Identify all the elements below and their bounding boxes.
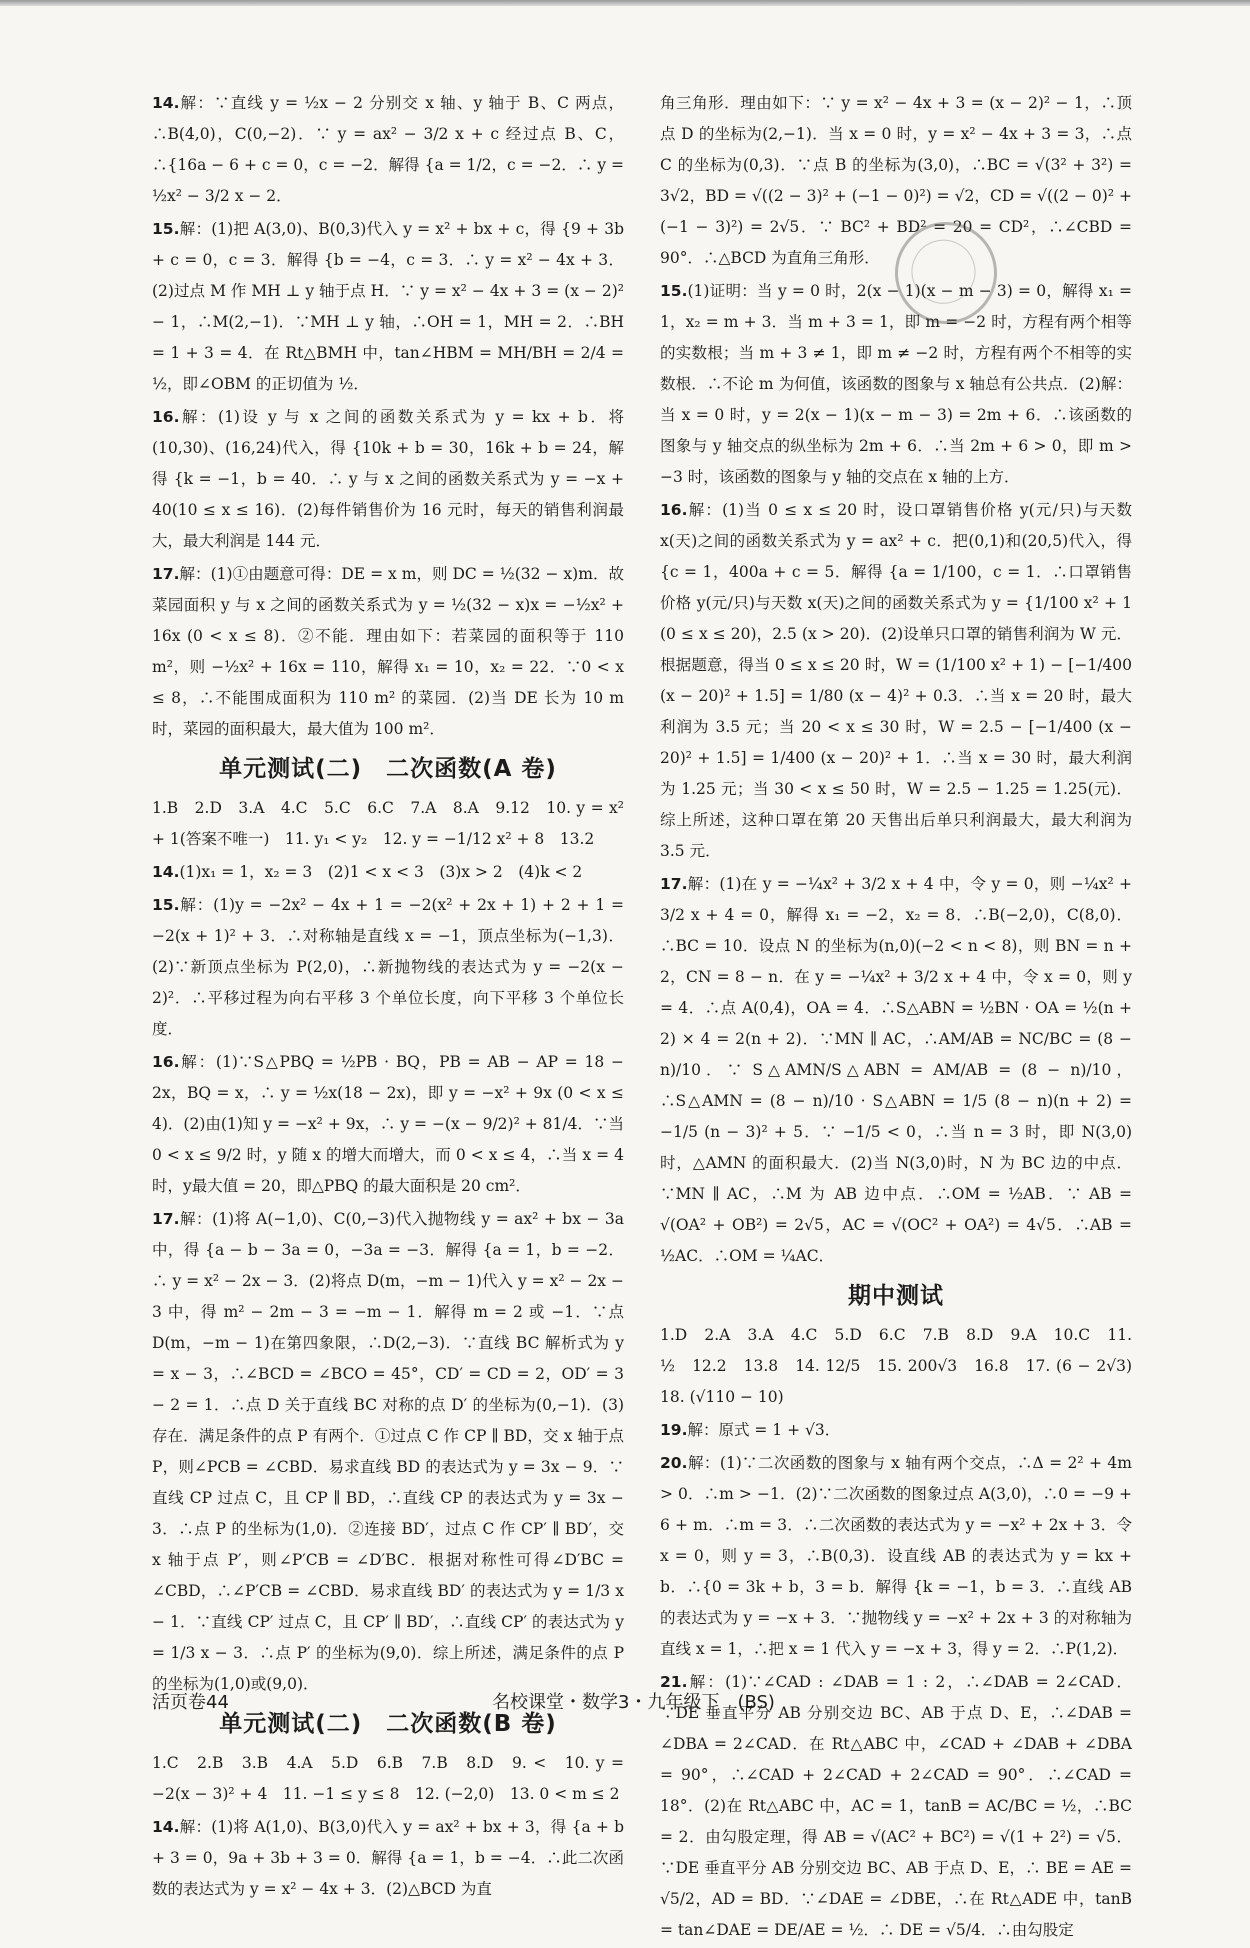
solution-item [660, 1448, 1132, 1665]
item-text: 解：(1)∵S△PBQ = ½PB · BQ，PB = AB − AP = 18 − 2x，BQ = x，∴ y = ½x(18 − 2x)，即 y = −x² + 9x (0 < x ≤ 4)．(2)由(1)知 y = −x² + 9x，∴ y = −(x − 9/2)² + 81/4．∵当 0 < x ≤ 9/2 时，y 随 x 的增大而增大，而 0 < x ≤ 4，∴当 x = 4 时，y最大值 = 20，即△PBQ 的最大面积是 20 cm²． [152, 1053, 624, 1195]
item-number: 17. [152, 1210, 180, 1228]
solution-item [660, 495, 1132, 867]
solution-item [152, 1812, 624, 1905]
section-title-unit2-b: 单元测试(二) 二次函数(B 卷) [219, 1711, 557, 1737]
item-number: 17. [660, 875, 688, 893]
solution-item [152, 402, 624, 557]
item-text: 解：(1)将 A(1,0)、B(3,0)代入 y = ax² + bx + 3，得 {a + b + 3 = 0，9a + 3b + 3 = 0．解得 {a = 1，b = −4．∴此二次函数的表达式为 y = x² − 4x + 3．(2)△BCD 为直 [152, 1818, 624, 1898]
item-number: 16. [152, 1053, 180, 1071]
item-text: 解：(1)y = −2x² − 4x + 1 = −2(x² + 2x + 1) + 2 + 1 = −2(x + 1)² + 3．∴对称轴是直线 x = −1，顶点坐标为(−1,3)．(2)∵新顶点坐标为 P(2,0)，∴新抛物线的表达式为 y = −2(x − 2)²．∴平移过程为向右平移 3 个单位长度，向下平移 3 个单位长度． [152, 896, 624, 1038]
solution-item [152, 890, 624, 1045]
right-items-b [660, 1415, 1132, 1946]
section-title-unit2-a: 单元测试(二) 二次函数(A 卷) [219, 756, 557, 782]
solution-item [152, 88, 624, 212]
book-title-label: 名校课堂・数学3・九年级下 (BS) [492, 1692, 775, 1713]
item-text: 解：(1)把 A(3,0)、B(0,3)代入 y = x² + bx + c，得 {9 + 3b + c = 0，c = 3．解得 {b = −4，c = 3．∴ y = x² − 4x + 3．(2)过点 M 作 MH ⊥ y 轴于点 H．∵ y = x² − 4x + 3 = (x − 2)² − 1，∴M(2,−1)．∵MH ⊥ y 轴，∴OH = 1，MH = 2．∴BH = 1 + 3 = 4．在 Rt△BMH 中，tan∠HBM = MH/BH = 2/4 = ½，即∠OBM 的正切值为 ½． [152, 220, 624, 393]
solution-item [152, 214, 624, 400]
item-text: 解：(1)∵二次函数的图象与 x 轴有两个交点，∴Δ = 2² + 4m > 0．∴m > −1．(2)∵二次函数的图象过点 A(3,0)，∴0 = −9 + 6 + m．∴m = 3．∴二次函数的表达式为 y = −x² + 2x + 3．令 x = 0，则 y = 3，∴B(0,3)．设直线 AB 的表达式为 y = kx + b．∴{0 = 3k + b，3 = b．解得 {k = −1，b = 3．∴直线 AB 的表达式为 y = −x + 3．∵抛物线 y = −x² + 2x + 3 的对称轴为直线 x = 1，∴把 x = 1 代入 y = −x + 3，得 y = 2．∴P(1,2)． [660, 1454, 1132, 1658]
left-items-c [152, 1812, 624, 1905]
left-column [152, 88, 624, 1907]
item-number: 15. [152, 896, 180, 914]
item-number: 15. [152, 220, 180, 238]
left-items-a [152, 88, 624, 745]
item-text: 解：(1)∵∠CAD : ∠DAB = 1 : 2，∴∠DAB = 2∠CAD．∵DE 垂直平分 AB 分别交边 BC、AB 于点 D、E，∴∠DAB = ∠DBA = 2∠CAD．在 Rt△ABC 中，∠CAD + ∠DAB + ∠DBA = 90°，∴∠CAD + 2∠CAD + 2∠CAD = 90°．∴∠CAD = 18°．(2)在 Rt△ABC 中，AC = 1，tanB = AC/BC = ½，∴BC = 2．由勾股定理，得 AB = √(AC² + BC²) = √(1 + 2²) = √5．∵DE 垂直平分 AB 分别交边 BC、AB 于点 D、E，∴ BE = AE = √5/2，AD = BD．∵∠DAE = ∠DBE，∴在 Rt△ADE 中，tanB = tan∠DAE = DE/AE = ½．∴ DE = √5/4．∴由勾股定 [660, 1673, 1132, 1939]
solution-item [660, 869, 1132, 1272]
item-number: 19. [660, 1421, 688, 1439]
unit2-b-choice-answers: 1.C 2.B 3.B 4.A 5.D 6.B 7.B 8.D 9. < 10. y = −2(x − 3)² + 4 11. −1 ≤ y ≤ 8 12. (−2,0) 13. 0 < m ≤ 2 [152, 1754, 624, 1803]
section-title-midterm: 期中测试 [848, 1283, 944, 1309]
solution-item [660, 88, 1132, 274]
item-number: 14. [152, 1818, 180, 1836]
item-number: 15. [660, 282, 688, 300]
solution-item [152, 559, 624, 745]
item-text: 解：(1)将 A(−1,0)、C(0,−3)代入抛物线 y = ax² + bx − 3a 中，得 {a − b − 3a = 0，−3a = −3．解得 {a = 1，b = −2．∴ y = x² − 2x − 3．(2)将点 D(m，−m − 1)代入 y = x² − 2x − 3 中，得 m² − 2m − 3 = −m − 1．解得 m = 2 或 −1．∵点 D(m，−m − 1)在第四象限，∴D(2,−3)．∵直线 BC 解析式为 y = x − 3，∴∠BCD = ∠BCO = 45°，CD′ = CD = 2，OD′ = 3 − 2 = 1．∴点 D 关于直线 BC 对称的点 D′ 的坐标为(0,−1)．(3)存在．满足条件的点 P 有两个．①过点 C 作 CP ∥ BD，交 x 轴于点 P，则∠PCB = ∠CBD．易求直线 BD 的表达式为 y = 3x − 9．∵直线 CP 过点 C，且 CP ∥ BD，∴直线 CP 的表达式为 y = 3x − 3．∴点 P 的坐标为(1,0)．②连接 BD′，过点 C 作 CP′ ∥ BD′，交 x 轴于点 P′，则∠P′CB = ∠D′BC．根据对称性可得∠D′BC = ∠CBD，∴∠P′CB = ∠CBD．易求直线 BD′ 的表达式为 y = 1/3 x − 1．∵直线 CP′ 过点 C，且 CP′ ∥ BD′，∴直线 CP′ 的表达式为 y = 1/3 x − 3．∴点 P′ 的坐标为(9,0)．综上所述，满足条件的点 P 的坐标为(1,0)或(9,0)． [152, 1210, 624, 1693]
item-text: 角三角形．理由如下：∵ y = x² − 4x + 3 = (x − 2)² − 1，∴顶点 D 的坐标为(2,−1)．当 x = 0 时，y = x² − 4x + 3 = 3，∴点 C 的坐标为(0,3)．∵点 B 的坐标为(3,0)，∴BC = √(3² + 3²) = 3√2，BD = √((2 − 3)² + (−1 − 0)²) = √2，CD = √((2 − 0)² + (−1 − 3)²) = 2√5．∵ BC² + BD² = 20 = CD²，∴∠CBD = 90°．∴△BCD 为直角三角形． [660, 94, 1132, 267]
top-border [0, 0, 1250, 6]
item-number: 17. [152, 565, 180, 583]
item-number: 14. [152, 94, 180, 112]
item-number: 21. [660, 1673, 688, 1691]
solution-item [660, 276, 1132, 493]
item-text: 解：∵直线 y = ½x − 2 分别交 x 轴、y 轴于 B、C 两点，∴B(4,0)，C(0,−2)．∵ y = ax² − 3/2 x + c 经过点 B、C，∴{16a − 6 + c = 0，c = −2．解得 {a = 1/2，c = −2．∴ y = ½x² − 3/2 x − 2． [152, 94, 624, 205]
right-column [660, 88, 1148, 1948]
item-number: 16. [660, 501, 688, 519]
item-text: 解：(1)在 y = −¼x² + 3/2 x + 4 中，令 y = 0，则 −¼x² + 3/2 x + 4 = 0，解得 x₁ = −2，x₂ = 8．∴B(−2,0)，C(8,0)．∴BC = 10．设点 N 的坐标为(n,0)(−2 < n < 8)，则 BN = n + 2，CN = 8 − n．在 y = −¼x² + 3/2 x + 4 中，令 x = 0，则 y = 4．∴点 A(0,4)，OA = 4．∴S△ABN = ½BN · OA = ½(n + 2) × 4 = 2(n + 2)．∵MN ∥ AC，∴AM/AB = NC/BC = (8 − n)/10．∵ S△AMN/S△ABN = AM/AB = (8 − n)/10，∴S△AMN = (8 − n)/10 · S△ABN = 1/5 (8 − n)(n + 2) = −1/5 (n − 3)² + 5．∵ −1/5 < 0，∴当 n = 3 时，即 N(3,0)时，△AMN 的面积最大．(2)当 N(3,0)时，N 为 BC 边的中点．∵MN ∥ AC，∴M 为 AB 边中点．∴OM = ½AB．∵ AB = √(OA² + OB²) = 2√5，AC = √(OC² + OA²) = 4√5．∴AB = ½AC．∴OM = ¼AC． [660, 875, 1132, 1265]
item-number: 20. [660, 1454, 688, 1472]
midterm-choice-answers: 1.D 2.A 3.A 4.C 5.D 6.C 7.B 8.D 9.A 10.C 11. ½ 12.2 13.8 14. 12/5 15. 200√3 16.8 17. (6 − 2√3) 18. (√110 − 10) [660, 1326, 1148, 1406]
solution-item [152, 1047, 624, 1202]
solution-item [152, 857, 624, 888]
solution-item [660, 1415, 1132, 1446]
unit2-a-choice-answers: 1.B 2.D 3.A 4.C 5.C 6.C 7.A 8.A 9.12 10. y = x² + 1(答案不唯一) 11. y₁ < y₂ 12. y = −1/12 x² + 8 13.2 [152, 799, 624, 848]
item-text: 解：(1)当 0 ≤ x ≤ 20 时，设口罩销售价格 y(元/只)与天数 x(天)之间的函数关系式为 y = ax² + c．把(0,1)和(20,5)代入，得 {c = 1，400a + c = 5．解得 {a = 1/100，c = 1．∴口罩销售价格 y(元/只)与天数 x(天)之间的函数关系式为 y = {1/100 x² + 1 (0 ≤ x ≤ 20)，2.5 (x > 20)．(2)设单只口罩的销售利润为 W 元．根据题意，得当 0 ≤ x ≤ 20 时，W = (1/100 x² + 1) − [−1/400 (x − 20)² + 1.5] = 1/80 (x − 4)² + 0.3．∴当 x = 20 时，最大利润为 3.5 元；当 20 < x ≤ 30 时，W = 2.5 − [−1/400 (x − 20)² + 1.5] = 1/400 (x − 20)² + 1．∴当 x = 30 时，最大利润为 1.25 元；当 30 < x ≤ 50 时，W = 2.5 − 1.25 = 1.25(元)．综上所述，这种口罩在第 20 天售出后单只利润最大，最大利润为 3.5 元． [660, 501, 1132, 860]
item-number: 16. [152, 408, 180, 426]
page-number-label: 活页卷44 [152, 1692, 229, 1713]
item-text: 解：原式 = 1 + √3． [687, 1421, 841, 1439]
item-text: 解：(1)设 y 与 x 之间的函数关系式为 y = kx + b．将(10,30)、(16,24)代入，得 {10k + b = 30，16k + b = 24，解得 {k = −1，b = 40．∴ y 与 x 之间的函数关系式为 y = −x + 40(10 ≤ x ≤ 16)．(2)每件销售价为 16 元时，每天的销售利润最大，最大利润是 144 元． [152, 408, 624, 550]
item-text: (1)x₁ = 1，x₂ = 3 (2)1 < x < 3 (3)x > 2 (4)k < 2 [179, 863, 583, 881]
left-items-b [152, 857, 624, 1700]
item-number: 14. [152, 863, 180, 881]
item-text: 解：(1)①由题意可得：DE = x m，则 DC = ½(32 − x)m．故菜园面积 y 与 x 之间的函数关系式为 y = ½(32 − x)x = −½x² + 16x (0 < x ≤ 8)．②不能．理由如下：若菜园的面积等于 110 m²，则 −½x² + 16x = 110，解得 x₁ = 10，x₂ = 22．∵0 < x ≤ 8，∴不能围成面积为 110 m² 的菜园．(2)当 DE 长为 10 m 时，菜园的面积最大，最大值为 100 m²． [152, 565, 624, 738]
solution-item [152, 1204, 624, 1700]
item-text: (1)证明：当 y = 0 时，2(x − 1)(x − m − 3) = 0，解得 x₁ = 1，x₂ = m + 3．当 m + 3 = 1，即 m = −2 时，方程有两个相等的实数根；当 m + 3 ≠ 1，即 m ≠ −2 时，方程有两个不相等的实数根．∴不论 m 为何值，该函数的图象与 x 轴总有公共点．(2)解：当 x = 0 时，y = 2(x − 1)(x − m − 3) = 2m + 6．∴该函数的图象与 y 轴交点的纵坐标为 2m + 6．∴当 2m + 6 > 0，即 m > −3 时，该函数的图象与 y 轴的交点在 x 轴的上方． [660, 282, 1132, 486]
